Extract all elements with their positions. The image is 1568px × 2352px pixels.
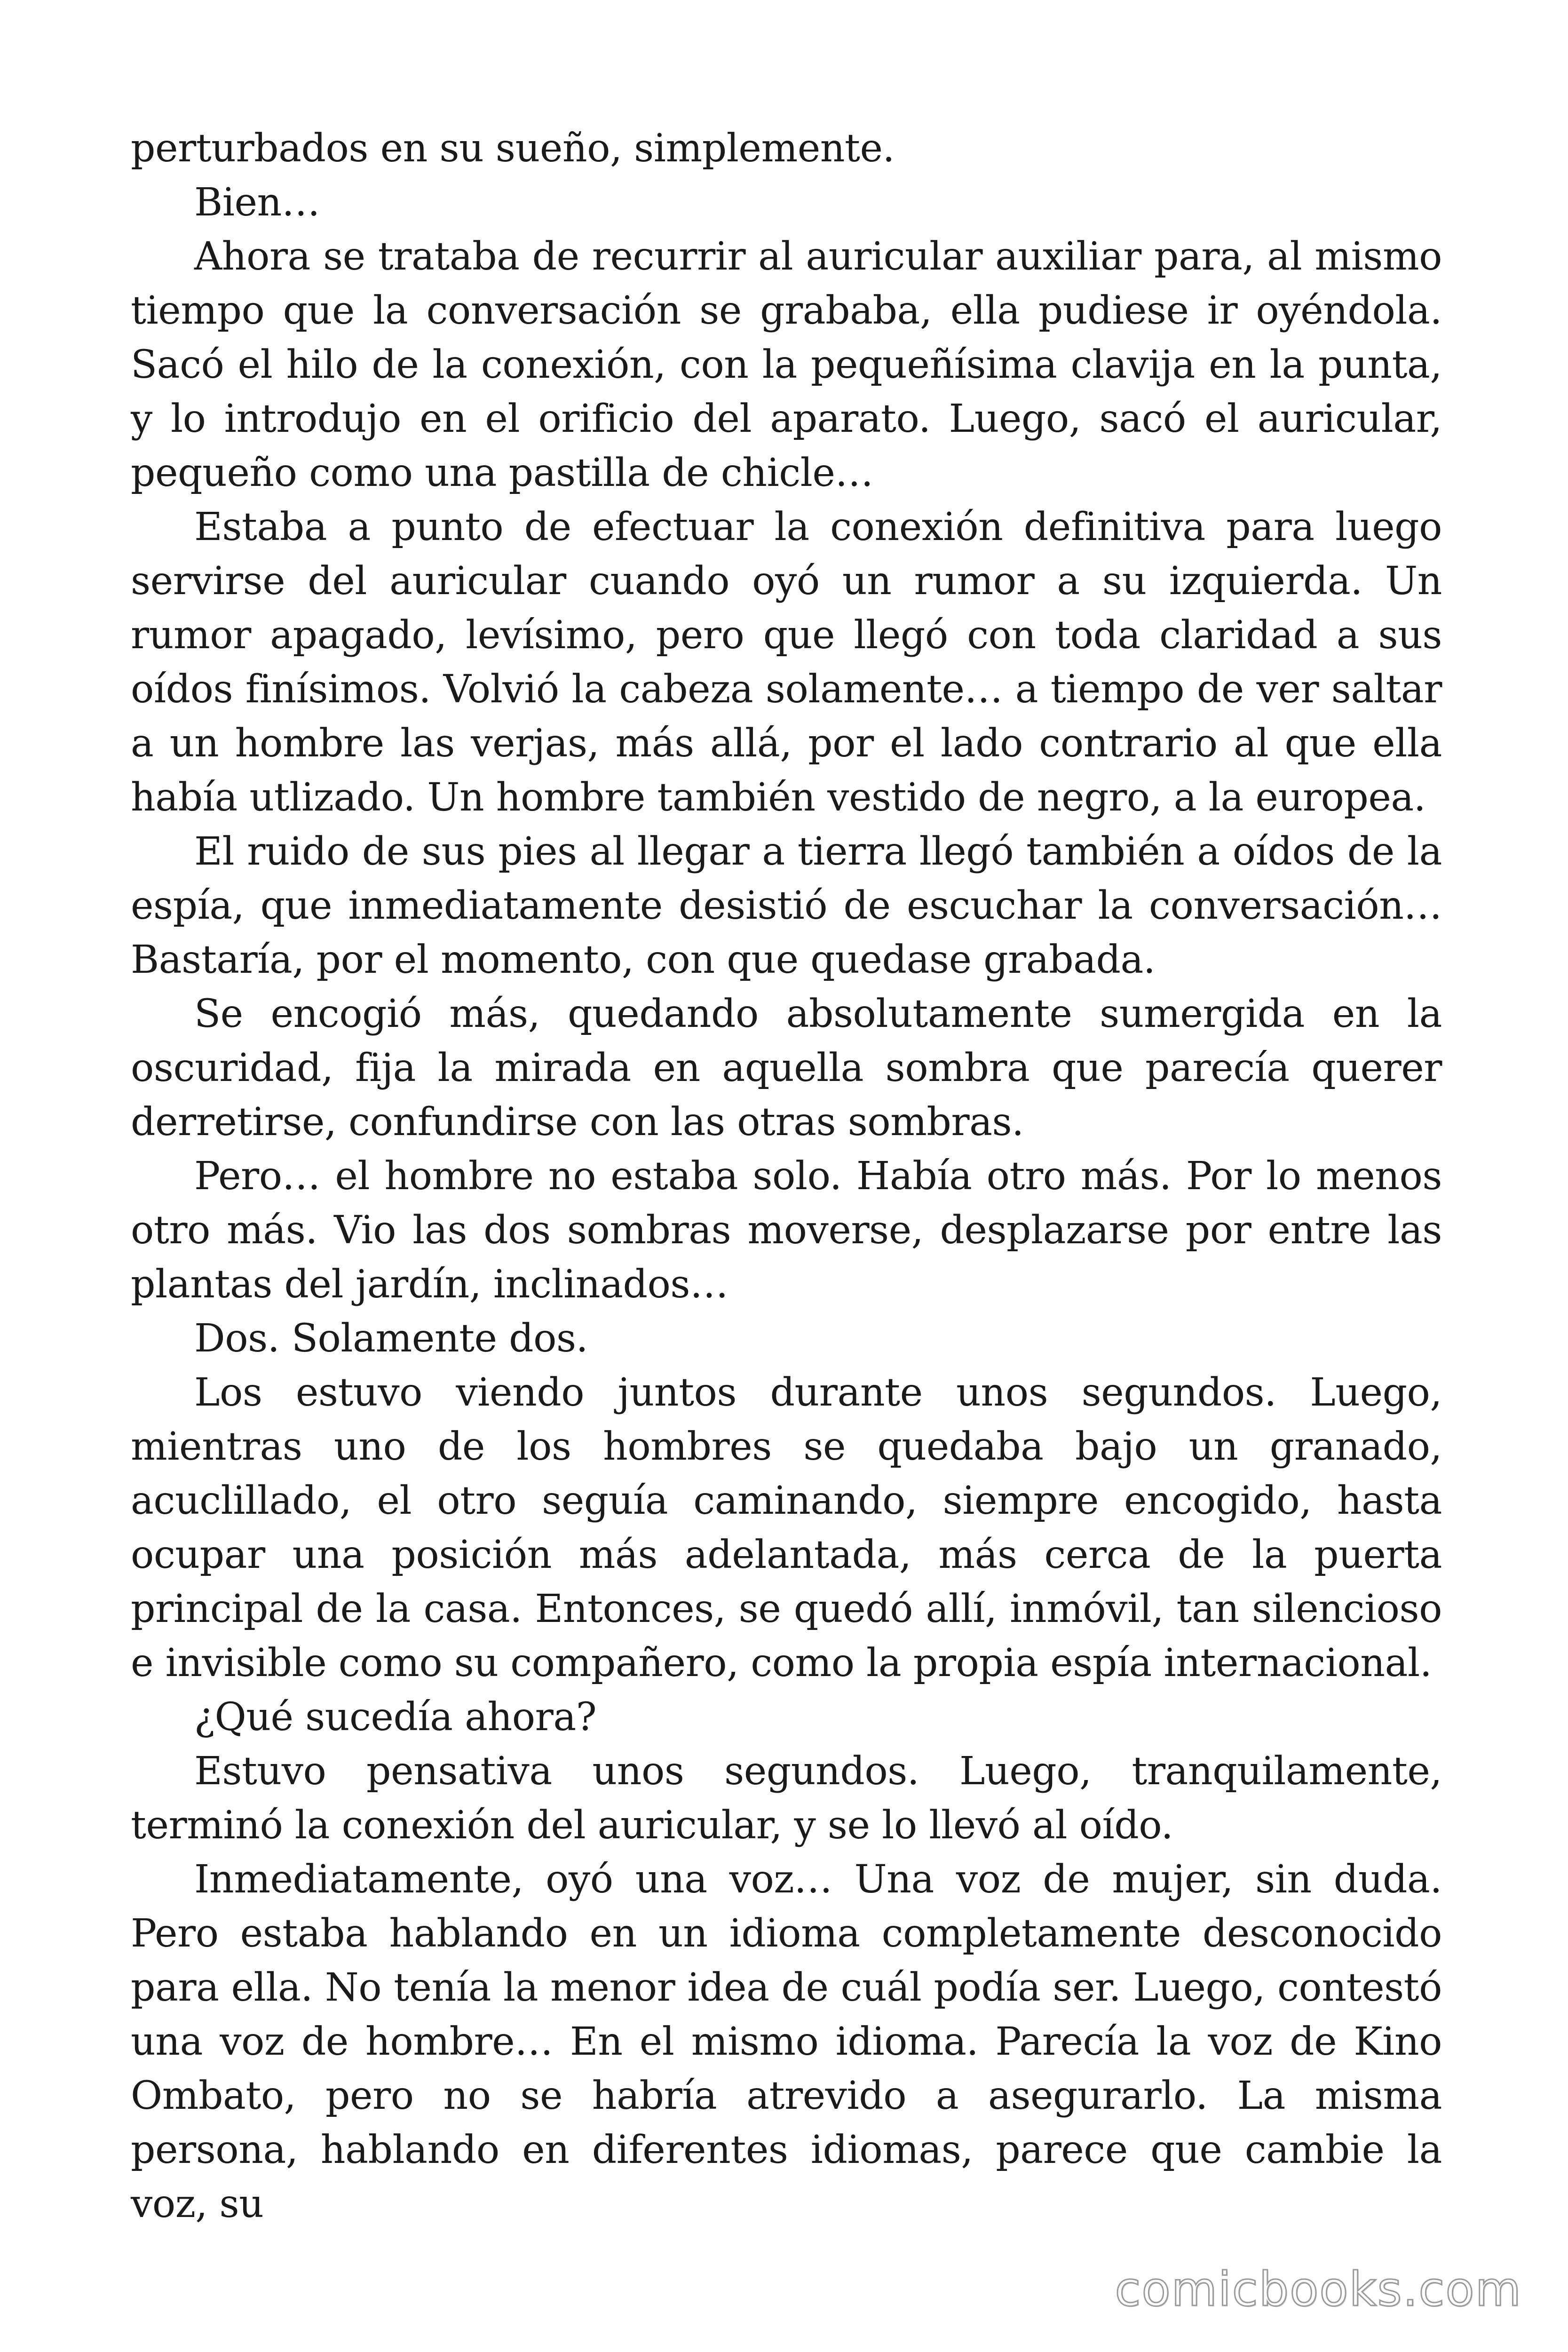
watermark-logo: comicbooks.com [1115, 2262, 1522, 2317]
paragraph: Pero… el hombre no estaba solo. Había otro más. Por lo menos otro más. Vio las dos sombras moverse, desplazarse por entre las plantas del jardín, inclinados… [131, 1154, 1442, 1307]
paragraph: ¿Qué sucedía ahora? [194, 1695, 597, 1740]
paragraph: Ahora se trataba de recurrir al auricular auxiliar para, al mismo tiempo que la conversación se grababa, ella pudiese ir oyéndola. Sacó el hilo de la conexión, con la pequeñísima clavija en la punta, y lo introdujo en el orificio del aparato. Luego, sacó el auricular, pequeño como una pastilla de chicle… [131, 234, 1442, 495]
paragraph: Estaba a punto de efectuar la conexión definitiva para luego servirse del auricular cuando oyó un rumor a su izquierda. Un rumor apagado, levísimo, pero que llegó con toda claridad a sus oídos finísimos. Volvió la cabeza solamente… a tiempo de ver saltar a un hombre las verjas, más allá, por el lado contrario al que ella había utlizado. Un hombre también vestido de negro, a la europea. [131, 505, 1442, 820]
paragraph: Estuvo pensativa unos segundos. Luego, tranquilamente, terminó la conexión del auricular, y se lo llevó al oído. [131, 1749, 1442, 1848]
paragraph: Se encogió más, quedando absolutamente sumergida en la oscuridad, fija la mirada en aquella sombra que parecía querer derretirse, confundirse con las otras sombras. [131, 992, 1442, 1144]
book-page-body [131, 121, 1442, 2231]
paragraph: Dos. Solamente dos. [194, 1316, 588, 1361]
paragraph: El ruido de sus pies al llegar a tierra llegó también a oídos de la espía, que inmediatamente desistió de escuchar la conversación… Bastaría, por el momento, con que quedase grabada. [131, 829, 1442, 982]
paragraph: Bien… [194, 180, 320, 225]
paragraph: Los estuvo viendo juntos durante unos segundos. Luego, mientras uno de los hombres se quedaba bajo un granado, acuclillado, el otro seguía caminando, siempre encogido, hasta ocupar una posición más adelantada, más cerca de la puerta principal de la casa. Entonces, se quedó allí, inmóvil, tan silencioso e invisible como su compañero, como la propia espía internacional. [131, 1370, 1442, 1685]
paragraph: perturbados en su sueño, simplemente. [131, 126, 895, 171]
paragraph-last: Inmediatamente, oyó una voz… Una voz de mujer, sin duda. Pero estaba hablando en un idioma completamente desconocido para ella. No tenía la menor idea de cuál podía ser. Luego, contestó una voz de hombre… En el mismo idioma. Parecía la voz de Kino Ombato, pero no se habría atrevido a asegurarlo. La misma persona, hablando en diferentes idiomas, parece que cambie la voz, su [131, 1857, 1442, 2226]
